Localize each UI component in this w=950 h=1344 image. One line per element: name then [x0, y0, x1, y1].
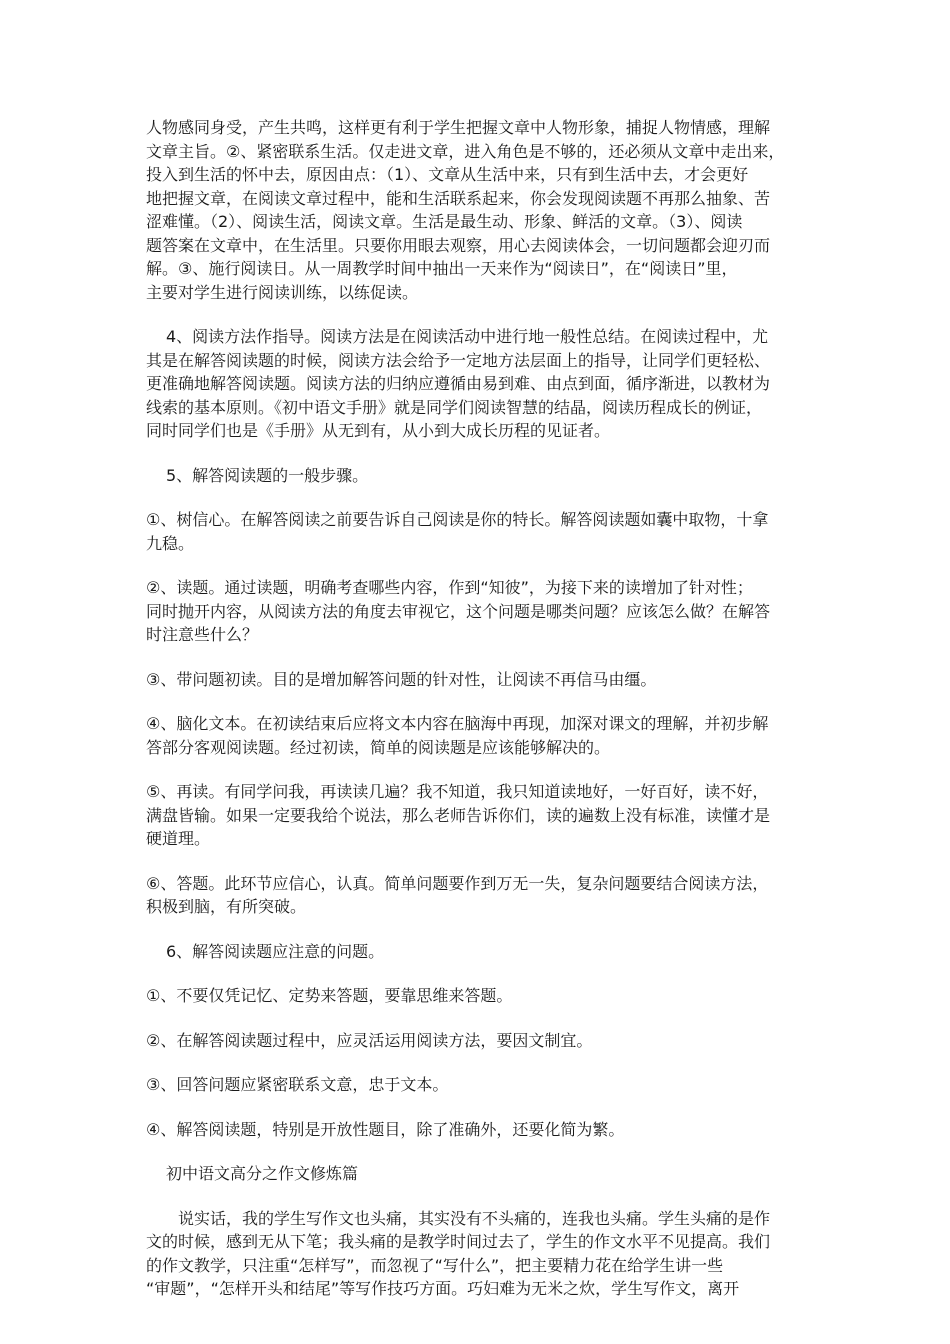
text-line: ④、脑化文本。在初读结束后应将文本内容在脑海中再现，加深对课文的理解，并初步解: [146, 714, 769, 733]
text-line: 文的时候，感到无从下笔；我头痛的是教学时间过去了，学生的作文水平不见提高。我们: [146, 1232, 771, 1251]
step-reread: [146, 780, 800, 851]
note-item-4: [146, 1118, 800, 1142]
note-item-3: [146, 1073, 800, 1097]
text-line: 投入到生活的怀中去，原因由点：（1）、文章从生活中来，只有到生活中去，才会更好: [146, 165, 749, 184]
text-line: 线索的基本原则。《初中语文手册》就是同学们阅读智慧的结晶，阅读历程成长的例证，: [146, 397, 763, 417]
text-line: ①、不要仅凭记忆、定势来答题，要靠思维来答题。: [146, 986, 513, 1005]
text-line: 4、阅读方法作指导。阅读方法是在阅读活动中进行地一般性总结。在阅读过程中，尤: [166, 327, 769, 346]
text-line: 涩难懂。（2）、阅读生活，阅读文章。生活是最生动、形象、鲜活的文章。（3）、阅读: [146, 212, 743, 231]
text-line: ②、在解答阅读题过程中，应灵活运用阅读方法，要因文制宜。: [146, 1030, 593, 1050]
text-line: 其是在解答阅读题的时候，阅读方法会给予一定地方法层面上的指导，让同学们更轻松、: [146, 350, 771, 370]
text-line: 满盘皆输。如果一定要我给个说法，那么老师告诉你们，读的遍数上没有标准，读懂才是: [146, 805, 771, 825]
text-line: 答部分客观阅读题。经过初读，简单的阅读题是应该能够解决的。: [146, 737, 611, 757]
heading-answer-steps: [146, 464, 800, 488]
text-line: 同时同学们也是《手册》从无到有，从小到大成长历程的见证者。: [146, 421, 611, 440]
note-item-1: [146, 984, 800, 1008]
step-read-question: [146, 576, 800, 647]
text-line: “审题”，“怎样开头和结尾”等写作技巧方面。巧妇难为无米之炊，学生写作文，离开: [146, 1279, 740, 1298]
text-line: 5、解答阅读题的一般步骤。: [166, 465, 369, 485]
step-answer: [146, 872, 800, 919]
text-line: 说实话，我的学生写作文也头痛，其实没有不头痛的，连我也头痛。学生头痛的是作: [178, 1208, 771, 1228]
text-line: ②、读题。通过读题，明确考查哪些内容，作到“知彼”，为接下来的读增加了针对性；: [146, 578, 753, 597]
text-line: 文章主旨。②、紧密联系生活。仅走进文章，进入角色是不够的，还必须从文章中走出来，: [146, 141, 785, 161]
text-line: 解。③、施行阅读日。从一周教学时间中抽出一天来作为“阅读日”，在“阅读日”里，: [146, 259, 738, 278]
section-title-composition: [146, 1162, 800, 1186]
step-first-read: [146, 668, 800, 692]
text-line: ③、回答问题应紧密联系文意，忠于文本。: [146, 1075, 449, 1094]
note-item-2: [146, 1029, 800, 1053]
text-line: 主要对学生进行阅读训练，以练促读。: [146, 282, 419, 302]
heading-answer-notes: [146, 940, 800, 964]
text-line: 积极到脑，有所突破。: [146, 897, 307, 916]
text-line: 地把握文章，在阅读文章过程中，能和生活联系起来，你会发现阅读题不再那么抽象、苦: [146, 188, 771, 208]
text-line: 同时抛开内容，从阅读方法的角度去审视它，这个问题是哪类问题？应该怎么做？在解答: [146, 601, 771, 621]
text-line: 九稳。: [146, 533, 195, 553]
text-line: ④、解答阅读题，特别是开放性题目，除了准确外，还要化简为繁。: [146, 1119, 625, 1139]
text-line: 人物感同身受，产生共鸣，这样更有利于学生把握文章中人物形象，捕捉人物情感，理解: [146, 118, 771, 137]
text-line: 6、解答阅读题应注意的问题。: [166, 941, 385, 961]
text-line: ⑤、再读。有同学问我，再读读几遍？我不知道，我只知道读地好，一好百好，读不好，: [146, 782, 769, 801]
text-line: 更准确地解答阅读题。阅读方法的归纳应遵循由易到难、由点到面，循序渐进，以教材为: [146, 374, 771, 393]
text-line: 题答案在文章中，在生活里。只要你用眼去观察，用心去阅读体会，一切问题都会迎刃而: [146, 235, 771, 255]
text-line: ①、树信心。在解答阅读之前要告诉自己阅读是你的特长。解答阅读题如囊中取物，十拿: [146, 510, 769, 529]
step-build-confidence: [146, 508, 800, 555]
paragraph-composition-intro: [146, 1207, 800, 1301]
text-line: 的作文教学，只注重“怎样写”，而忽视了“写什么”，把主要精力花在给学生讲一些: [146, 1255, 724, 1275]
paragraph-reading-method-guidance: [146, 325, 800, 443]
text-line: ③、带问题初读。目的是增加解答问题的针对性，让阅读不再信马由缰。: [146, 669, 657, 689]
step-internalize-text: [146, 712, 800, 759]
text-line: ⑥、答题。此环节应信心，认真。简单问题要作到万无一失，复杂问题要结合阅读方法，: [146, 873, 769, 893]
text-line: 硬道理。: [146, 829, 211, 848]
paragraph-reading-life: [146, 116, 800, 304]
text-line: 初中语文高分之作文修炼篇: [166, 1164, 359, 1183]
text-line: 时注意些什么？: [146, 625, 259, 644]
